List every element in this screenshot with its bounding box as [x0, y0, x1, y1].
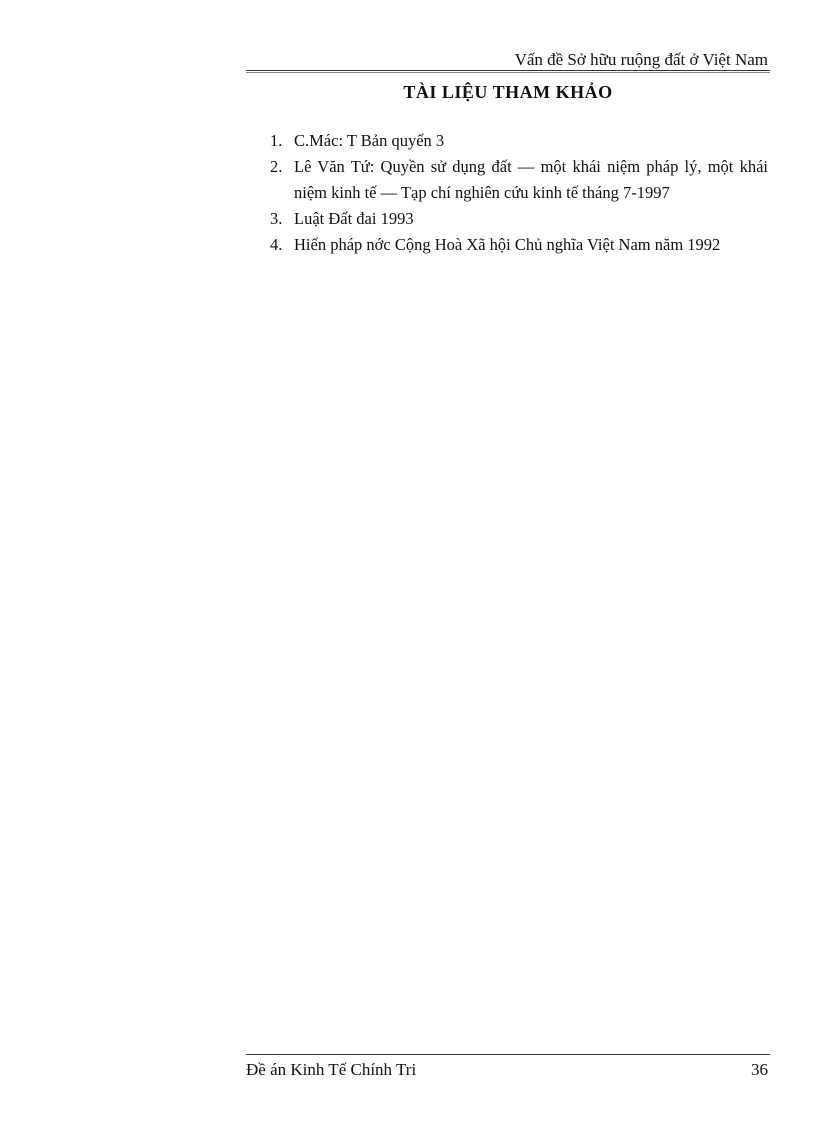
reference-number: 2.: [270, 157, 283, 176]
page-number: 36: [751, 1060, 768, 1079]
reference-text: Luật Đất đai 1993: [294, 209, 414, 228]
page-footer: [246, 1054, 770, 1085]
section-heading: TÀI LIỆU THAM KHẢO: [403, 82, 613, 102]
reference-text: Hiến pháp nớc Cộng Hoà Xã hội Chủ nghĩa Việt Nam năm 1992: [294, 235, 721, 254]
reference-text: Lê Văn Tứ: Quyền sử dụng đất — một khái niệm pháp lý, một khái niệm kinh tế — Tạp chí nghiên cứu kinh tế tháng 7-1997: [294, 157, 768, 202]
reference-number: 3.: [270, 209, 283, 228]
reference-item-3: [270, 206, 768, 232]
footer-course-title: Đề án Kinh Tế Chính Tri: [246, 1060, 417, 1079]
document-title: Vấn đề Sở hữu ruộng đất ở Việt Nam: [514, 50, 768, 69]
reference-number: 1.: [270, 131, 283, 150]
reference-item-2: [270, 154, 768, 206]
page-header: [246, 48, 770, 71]
reference-number: 4.: [270, 235, 283, 254]
reference-list: [270, 128, 768, 258]
reference-item-4: [270, 232, 768, 258]
header-divider: [246, 72, 770, 73]
reference-item-1: [270, 128, 768, 154]
reference-text: C.Mác: T Bản quyển 3: [294, 131, 445, 150]
